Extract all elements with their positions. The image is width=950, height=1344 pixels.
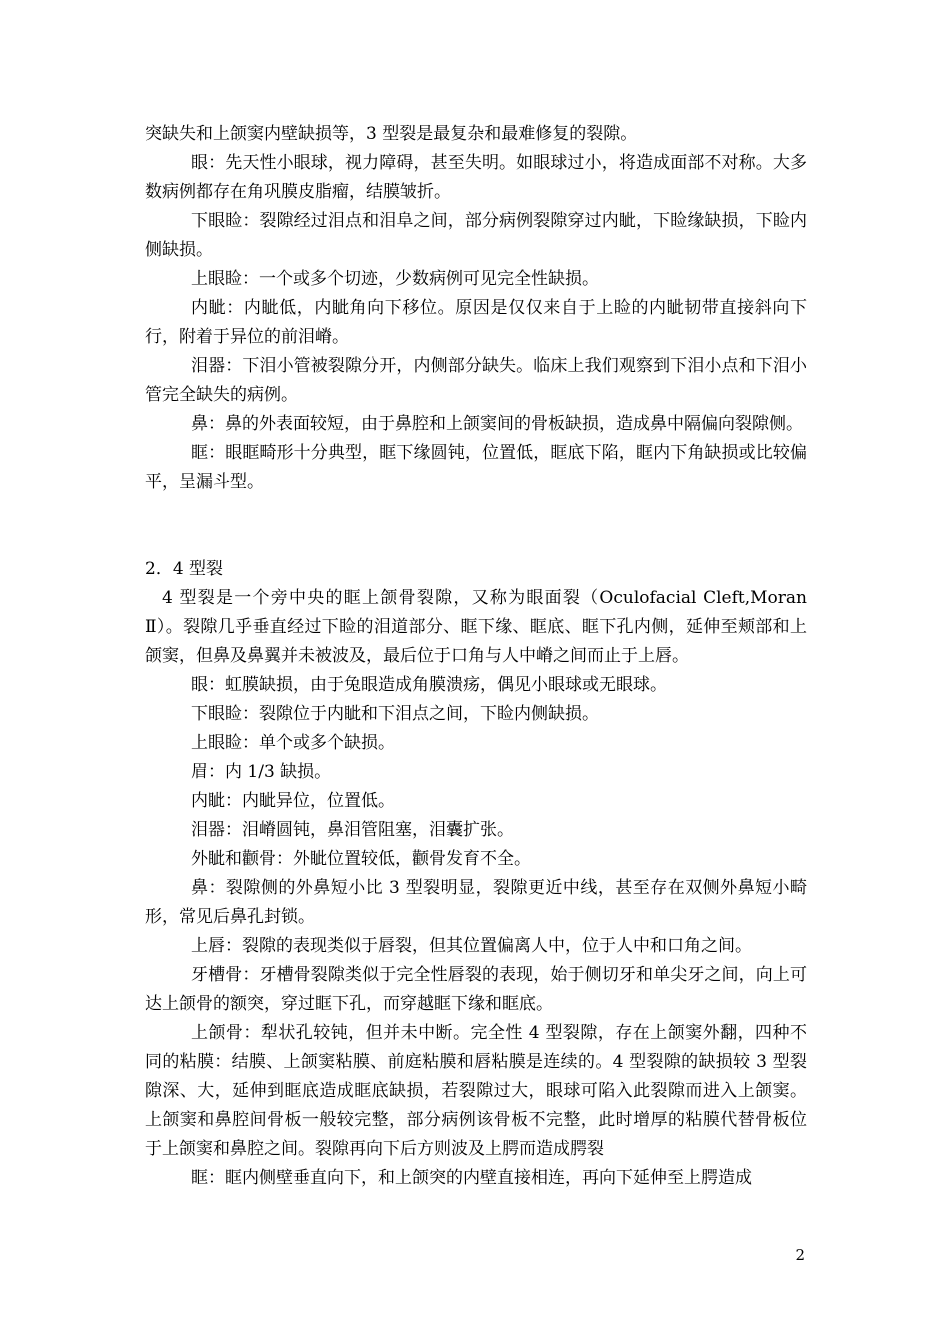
paragraph-t4-nose: 鼻：裂隙侧的外鼻短小比 3 型裂明显，裂隙更近中线，甚至存在双侧外鼻短小畸形，常见后鼻孔封锁。: [145, 878, 807, 927]
paragraph-upper-eyelid: 上眼睑：一个或多个切迹，少数病例可见完全性缺损。: [191, 269, 599, 289]
paragraph-nose: 鼻：鼻的外表面较短，由于鼻腔和上颌窦间的骨板缺损，造成鼻中隔偏向裂隙侧。: [191, 414, 803, 434]
paragraph-continued: 突缺失和上颌窦内壁缺损等，3 型裂是最复杂和最难修复的裂隙。: [145, 124, 638, 144]
section-heading: 2．4 型裂: [145, 559, 224, 579]
paragraph-inner-canthus: 内眦：内眦低，内眦角向下移位。原因是仅仅来自于上睑的内眦韧带直接斜向下行，附着于异位的前泪嵴。: [145, 298, 807, 347]
paragraph-lacrimal: 泪器：下泪小管被裂隙分开，内侧部分缺失。临床上我们观察到下泪小点和下泪小管完全缺失的病例。: [145, 356, 807, 405]
paragraph-t4-outer-canthus: 外眦和颧骨：外眦位置较低，颧骨发育不全。: [191, 849, 531, 869]
paragraph-orbit: 眶：眼眶畸形十分典型，眶下缘圆钝，位置低，眶底下陷，眶内下角缺损或比较偏平，呈漏斗型。: [145, 443, 807, 492]
paragraph-eye: 眼：先天性小眼球，视力障碍，甚至失明。如眼球过小，将造成面部不对称。大多数病例都存在角巩膜皮脂瘤，结膜皱折。: [145, 153, 807, 202]
paragraph-t4-upper-lip: 上唇：裂隙的表现类似于唇裂，但其位置偏离人中，位于人中和口角之间。: [191, 936, 752, 956]
paragraph-t4-alveolar: 牙槽骨：牙槽骨裂隙类似于完全性唇裂的表现，始于侧切牙和单尖牙之间，向上可达上颌骨的额突，穿过眶下孔，而穿越眶下缘和眶底。: [145, 965, 807, 1014]
paragraph-t4-upper-eyelid: 上眼睑：单个或多个缺损。: [191, 733, 395, 753]
page-number: 2: [795, 1246, 805, 1264]
paragraph-t4-inner-canthus: 内眦：内眦异位，位置低。: [191, 791, 395, 811]
section-intro: 4 型裂是一个旁中央的眶上颌骨裂隙，又称为眼面裂（Oculofacial Cleft,Moran Ⅱ）。裂隙几乎垂直经过下睑的泪道部分、眶下缘、眶底、眶下孔内侧，延伸至颊部和上颌窦，但鼻及鼻翼并未被波及，最后位于口角与人中嵴之间而止于上唇。: [145, 588, 807, 666]
body-text: [145, 120, 807, 1193]
paragraph-t4-orbit: 眶：眶内侧壁垂直向下，和上颌突的内壁直接相连，再向下延伸至上腭造成: [191, 1168, 752, 1188]
paragraph-t4-lower-eyelid: 下眼睑：裂隙位于内眦和下泪点之间，下睑内侧缺损。: [191, 704, 599, 724]
paragraph-t4-maxilla: 上颌骨：犁状孔较钝，但并未中断。完全性 4 型裂隙，存在上颌窦外翻，四种不同的粘膜：结膜、上颌窦粘膜、前庭粘膜和唇粘膜是连续的。4 型裂隙的缺损较 3 型裂隙深、大，延伸到眶底造成眶底缺损，若裂隙过大，眼球可陷入此裂隙而进入上颌窦。上颌窦和鼻腔间骨板一般较完整，部分病例该骨板不完整，此时增厚的粘膜代替骨板位于上颌窦和鼻腔之间。裂隙再向下后方则波及上腭而造成腭裂: [145, 1023, 807, 1159]
paragraph-t4-lacrimal: 泪器：泪嵴圆钝，鼻泪管阻塞，泪囊扩张。: [191, 820, 514, 840]
paragraph-lower-eyelid: 下眼睑：裂隙经过泪点和泪阜之间，部分病例裂隙穿过内眦，下睑缘缺损，下睑内侧缺损。: [145, 211, 807, 260]
paragraph-t4-eye: 眼：虹膜缺损，由于兔眼造成角膜溃疡，偶见小眼球或无眼球。: [191, 675, 667, 695]
section-spacer: [145, 497, 807, 555]
paragraph-t4-eyebrow: 眉：内 1/3 缺损。: [191, 762, 332, 782]
